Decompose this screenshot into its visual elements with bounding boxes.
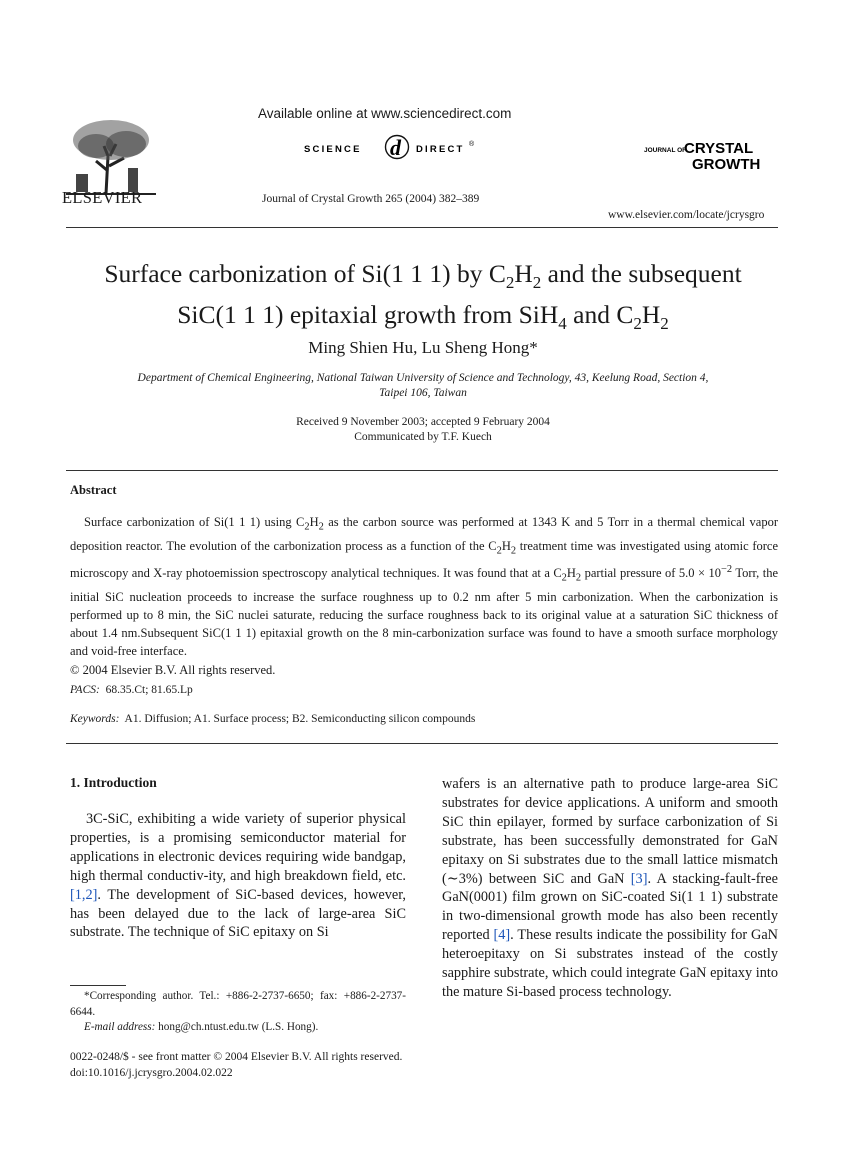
affiliation: Department of Chemical Engineering, National Taiwan University of Science and Technology, 43, Keelung Road, Section 4, Taipei 106, Taiwan (137, 372, 709, 399)
abstract-copyright: © 2004 Elsevier B.V. All rights reserved. (70, 662, 276, 677)
journal-logo-small: JOURNAL OF (644, 147, 687, 154)
journal-crystal-growth-logo (640, 138, 780, 172)
citation-link[interactable]: [3] (630, 870, 648, 887)
page-footer (70, 1050, 402, 1081)
keywords: Keywords: A1. Diffusion; A1. Surface process; B2. Semiconducting silicon compounds (70, 713, 476, 725)
article-dates (0, 415, 846, 445)
sciencedirect-logo (304, 134, 504, 160)
sciencedirect-left: SCIENCE (304, 144, 362, 155)
abstract-body: Surface carbonization of Si(1 1 1) using $C_2H_2$ as the carbon source was performed at 1343 K and 5 Torr in a thermal chemical vapor deposition reactor. The evolution of the carbonization process as a function of the $C_2H_2$ treatment time was investigated using atomic force microscopy and X-ray photoemission spectroscopy analytical techniques. It was found that at a $C_2H_2$ partial pressure of $5.0 \times 10^{-2}$ Torr, the initial SiC nucleation proceeds to increase the surface roughness up to 0.2 nm after 5 min carbonization. When the carbonization is performed up to 8 min, the SiC nuclei saturate, reducing the surface roughness back to its original value at a saturation SiC thickness of about 1.4 nm.Subsequent SiC(1 1 1) epitaxial growth on the 8 min-carbonization surface was found to have a smooth surface morphology and void-free interface. © 2004 Elsevier B.V. All rights reserved. (70, 513, 778, 679)
email-address[interactable]: hong@ch.ntust.edu.tw (L.S. Hong). (155, 1021, 319, 1033)
journal-url[interactable]: www.elsevier.com/locate/jcrysgro (608, 209, 765, 221)
authors: Ming Shien Hu, Lu Sheng Hong* (308, 338, 538, 357)
body-top-rule (66, 743, 778, 744)
sciencedirect-mark: ® (469, 141, 475, 148)
journal-logo-line2: GROWTH (692, 156, 761, 172)
intro-column-left: 3C-SiC, exhibiting a wide variety of superior physical properties, is a promising semiconductor material for applications in electronic devices requiring wide bandgap, high thermal conductiv-ity, and high breakdown field, etc. [1,2]. The development of SiC-based devices, however, has been delayed due to the lack of large-area SiC substrate. The technique of SiC epitaxy on Si (70, 811, 406, 941)
doi-line[interactable]: doi:10.1016/j.jcrysgro.2004.02.022 (70, 1066, 233, 1079)
issn-line: 0022-0248/$ - see front matter © 2004 Elsevier B.V. All rights reserved. (70, 1051, 403, 1063)
article-title: Surface carbonization of Si(1 1 1) by $C_2H_2$ and the subsequent SiC(1 1 1) epitaxial growth from SiH$_4$ and $C_2H_2$ (104, 259, 742, 334)
available-online-text[interactable]: Available online at www.sciencedirect.com (258, 106, 512, 121)
sciencedirect-right: DIRECT (416, 144, 465, 155)
citation-link[interactable]: [4] (493, 927, 511, 944)
intro-column-right: wafers is an alternative path to produce large-area SiC substrates for device applications. A uniform and smooth SiC thin epilayer, formed by surface carbonization of Si substrate, has been successfully demonstrated for GaN epitaxy on Si substrates due to the small lattice mismatch (∼3%) between SiC and GaN [3]. A stacking-fault-free GaN(0001) film grown on SiC-coated Si(1 1 1) substrate in two-dimensional growth mode has also been recently reported [4]. These results indicate the possibility for GaN heteroepitaxy on Si substrates instead of the costly sapphire substrate, which could integrate GaN epitaxy into the mature Si-based process technology. (442, 776, 778, 1000)
pacs: PACS: 68.35.Ct; 81.65.Lp (70, 684, 193, 696)
citation-link[interactable]: [1,2] (70, 886, 98, 903)
abstract-heading: Abstract (70, 483, 117, 497)
footnote-rule (70, 985, 126, 986)
svg-text:d: d (390, 135, 401, 160)
section-heading-introduction: 1. Introduction (70, 775, 157, 790)
received-date: Received 9 November 2003; accepted 9 February 2004 (296, 416, 550, 428)
journal-reference: Journal of Crystal Growth 265 (2004) 382–389 (262, 193, 480, 205)
communicated-by: Communicated by T.F. Kuech (354, 431, 492, 443)
corresponding-author-footnote: *Corresponding author. Tel.: +886-2-2737-6650; fax: +886-2-2737-6644. E-mail address: hong@ch.ntust.edu.tw (L.S. Hong). (70, 990, 406, 1033)
abstract-top-rule (66, 470, 778, 471)
header-rule (66, 227, 778, 228)
publisher-name: ELSEVIER (62, 188, 143, 207)
journal-logo-line1: CRYSTAL (684, 140, 754, 157)
